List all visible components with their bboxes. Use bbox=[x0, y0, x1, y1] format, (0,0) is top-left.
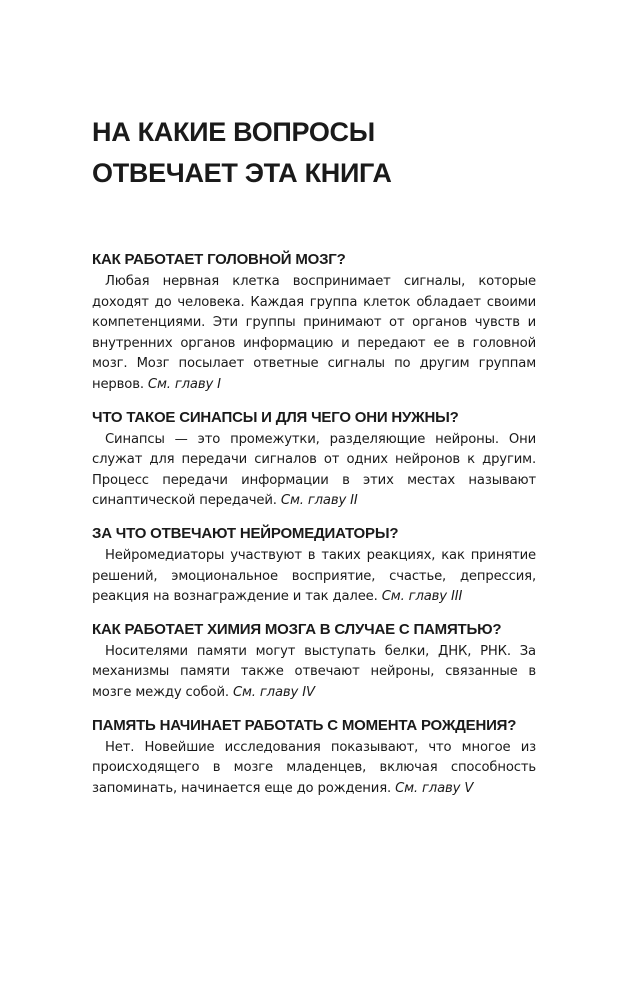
question-answer bbox=[92, 546, 536, 608]
chapter-reference: См. главу I bbox=[147, 376, 221, 392]
question-section bbox=[92, 408, 536, 512]
question-section bbox=[92, 620, 536, 704]
answer-text: Носителями памяти могут выступать белки, ДНК, РНК. За механизмы памяти также отвечают нейроны, связанные в мозге между собой. bbox=[92, 643, 536, 700]
chapter-reference: См. главу IV bbox=[232, 684, 315, 700]
question-section bbox=[92, 524, 536, 608]
question-answer bbox=[92, 272, 536, 396]
question-heading: КАК РАБОТАЕТ ХИМИЯ МОЗГА В СЛУЧАЕ С ПАМЯТЬЮ? bbox=[92, 620, 502, 638]
question-heading: КАК РАБОТАЕТ ГОЛОВНОЙ МОЗГ? bbox=[92, 251, 346, 268]
question-answer bbox=[92, 738, 536, 800]
book-page bbox=[92, 112, 536, 811]
chapter-reference: См. главу V bbox=[395, 780, 474, 796]
question-heading: ПАМЯТЬ НАЧИНАЕТ РАБОТАТЬ С МОМЕНТА РОЖДЕНИЯ? bbox=[92, 716, 517, 734]
answer-text: Нейромедиаторы участвуют в таких реакциях, как принятие решений, эмоциональное восприятие, счастье, депрессия, реакция на вознаграждение и так далее. bbox=[92, 547, 536, 605]
question-answer bbox=[92, 642, 536, 704]
question-heading: ЧТО ТАКОЕ СИНАПСЫ И ДЛЯ ЧЕГО ОНИ НУЖНЫ? bbox=[92, 408, 459, 426]
answer-text: Нет. Новейшие исследования показывают, что многое из происходящего в мозге младенцев, включая способность запоминать, начинается еще до рождения. bbox=[92, 739, 536, 796]
answer-text: Любая нервная клетка воспринимает сигналы, которые доходят до человека. Каждая группа клеток обладает своими компетенциями. Эти группы принимают от органов чувств и внутренних органов информацию и передают ее в головной мозг. Мозг посылает ответные сигналы по другим группам нервов. bbox=[92, 274, 536, 392]
page-title-line-1: НА КАКИЕ ВОПРОСЫ bbox=[92, 117, 375, 147]
question-section bbox=[92, 716, 536, 800]
question-section bbox=[92, 250, 536, 396]
question-answer bbox=[92, 430, 536, 512]
answer-text: Синапсы — это промежутки, разделяющие нейроны. Они служат для передачи сигналов от одних нейронов к другим. Процесс передачи информации в этих местах называют синаптической передачей. bbox=[92, 431, 536, 509]
chapter-reference: См. главу II bbox=[280, 493, 358, 509]
page-title-line-2: ОТВЕЧАЕТ ЭТА КНИГА bbox=[92, 158, 392, 188]
chapter-reference: См. главу III bbox=[381, 589, 463, 605]
page-title bbox=[92, 112, 536, 194]
question-heading: ЗА ЧТО ОТВЕЧАЮТ НЕЙРОМЕДИАТОРЫ? bbox=[92, 524, 399, 542]
